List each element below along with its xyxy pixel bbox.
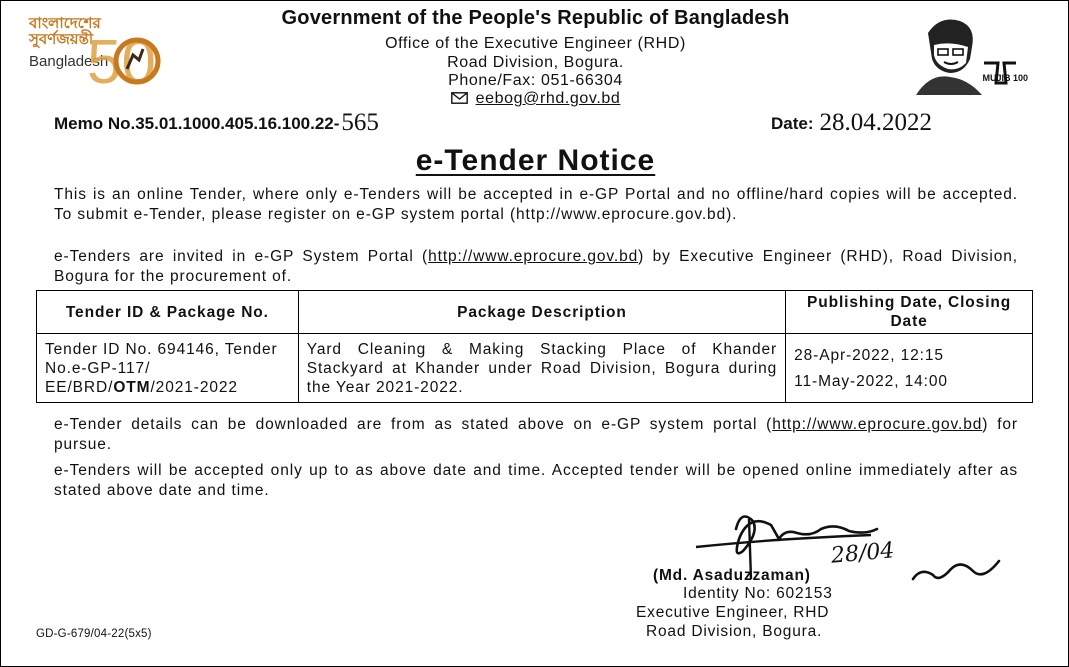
header-dates: Publishing Date, Closing Date xyxy=(786,291,1033,334)
header-package-description: Package Description xyxy=(298,291,785,334)
government-title: Government of the People's Republic of Bangladesh xyxy=(281,7,790,29)
publishing-date: 28-Apr-2022, 12:15 xyxy=(794,346,944,364)
invitation-text-before: e-Tenders are invited in e-GP System Portal ( xyxy=(54,248,429,265)
notice-title-text: e-Tender Notice xyxy=(415,144,656,177)
memo-label: Memo No.35.01.1000.405.16.100.22- xyxy=(54,114,340,133)
tender-id-text: Tender ID No. 694146, Tender No.e-GP-117/ EE/BRD/ xyxy=(45,340,278,396)
footer-code: GD-G-679/04-22(5x5) xyxy=(36,628,152,640)
email-link[interactable]: eebog@rhd.gov.bd xyxy=(475,90,621,107)
table-header-row xyxy=(37,291,1033,334)
division-name: Road Division, Bogura. xyxy=(447,54,624,71)
mujib-100-text: MUJIB 100 xyxy=(982,73,1028,83)
cell-dates xyxy=(786,334,1033,403)
signatory-name: (Md. Asaduzzaman) xyxy=(653,567,811,584)
download-text-before: e-Tender details can be downloaded are from as stated above on e-GP system portal ( xyxy=(54,416,773,433)
logo-bangladesh-text: Bangladesh xyxy=(29,53,109,70)
office-name: Office of the Executive Engineer (RHD) xyxy=(385,35,686,52)
date-line xyxy=(771,109,932,137)
tender-table xyxy=(36,290,1033,403)
tender-id-tail: /2021-2022 xyxy=(150,378,238,396)
invitation-paragraph xyxy=(54,247,1018,286)
signatory-identity: Identity No: 602153 xyxy=(683,585,833,602)
signatory-office: Road Division, Bogura. xyxy=(646,623,823,640)
memo-line xyxy=(54,109,379,137)
signatory-designation: Executive Engineer, RHD xyxy=(636,604,830,621)
logo-bangla-text: বাংলাদেশের সুবর্ণজয়ন্তী xyxy=(29,14,101,48)
table-row xyxy=(37,334,1033,403)
date-value: 28.04.2022 xyxy=(819,109,933,136)
cell-description: Yard Cleaning & Making Stacking Place of Khander Stackyard at Khander under Road Division, Bogura during the Year 2021-2022. xyxy=(298,334,785,403)
intro-paragraph: This is an online Tender, where only e-Tenders will be accepted in e-GP Portal and no offline/hard copies will be accepted. To submit e-Tender, please register on e-GP system portal (http://www.eprocure.gov.bd). xyxy=(54,186,1018,223)
email-line xyxy=(1,90,1069,108)
phone-fax: Phone/Fax: 051-66304 xyxy=(448,72,623,89)
header-tender-id: Tender ID & Package No. xyxy=(37,291,299,334)
memo-number: 565 xyxy=(341,109,379,136)
closing-date: 11-May-2022, 14:00 xyxy=(794,372,948,390)
cell-tender-id xyxy=(37,334,299,403)
date-label: Date: xyxy=(771,114,814,133)
eprocure-link[interactable]: http://www.eprocure.gov.bd xyxy=(428,248,639,265)
acceptance-paragraph: e-Tenders will be accepted only up to as above date and time. Accepted tender will be opened online immediately after as stated above date and time. xyxy=(54,462,1018,499)
download-text-after: ) for pursue. xyxy=(54,416,1018,453)
logo-fifty-number: 50 xyxy=(87,28,156,96)
notice-title xyxy=(1,144,1069,178)
envelope-icon xyxy=(451,92,468,104)
tender-otm: OTM xyxy=(113,378,151,396)
handwritten-date: 28/04 xyxy=(830,538,896,569)
eprocure-link-2[interactable]: http://www.eprocure.gov.bd xyxy=(772,416,983,433)
invitation-text-after: ) by Executive Engineer (RHD), Road Division, Bogura for the procurement of. xyxy=(54,248,1018,285)
download-paragraph xyxy=(54,415,1018,454)
